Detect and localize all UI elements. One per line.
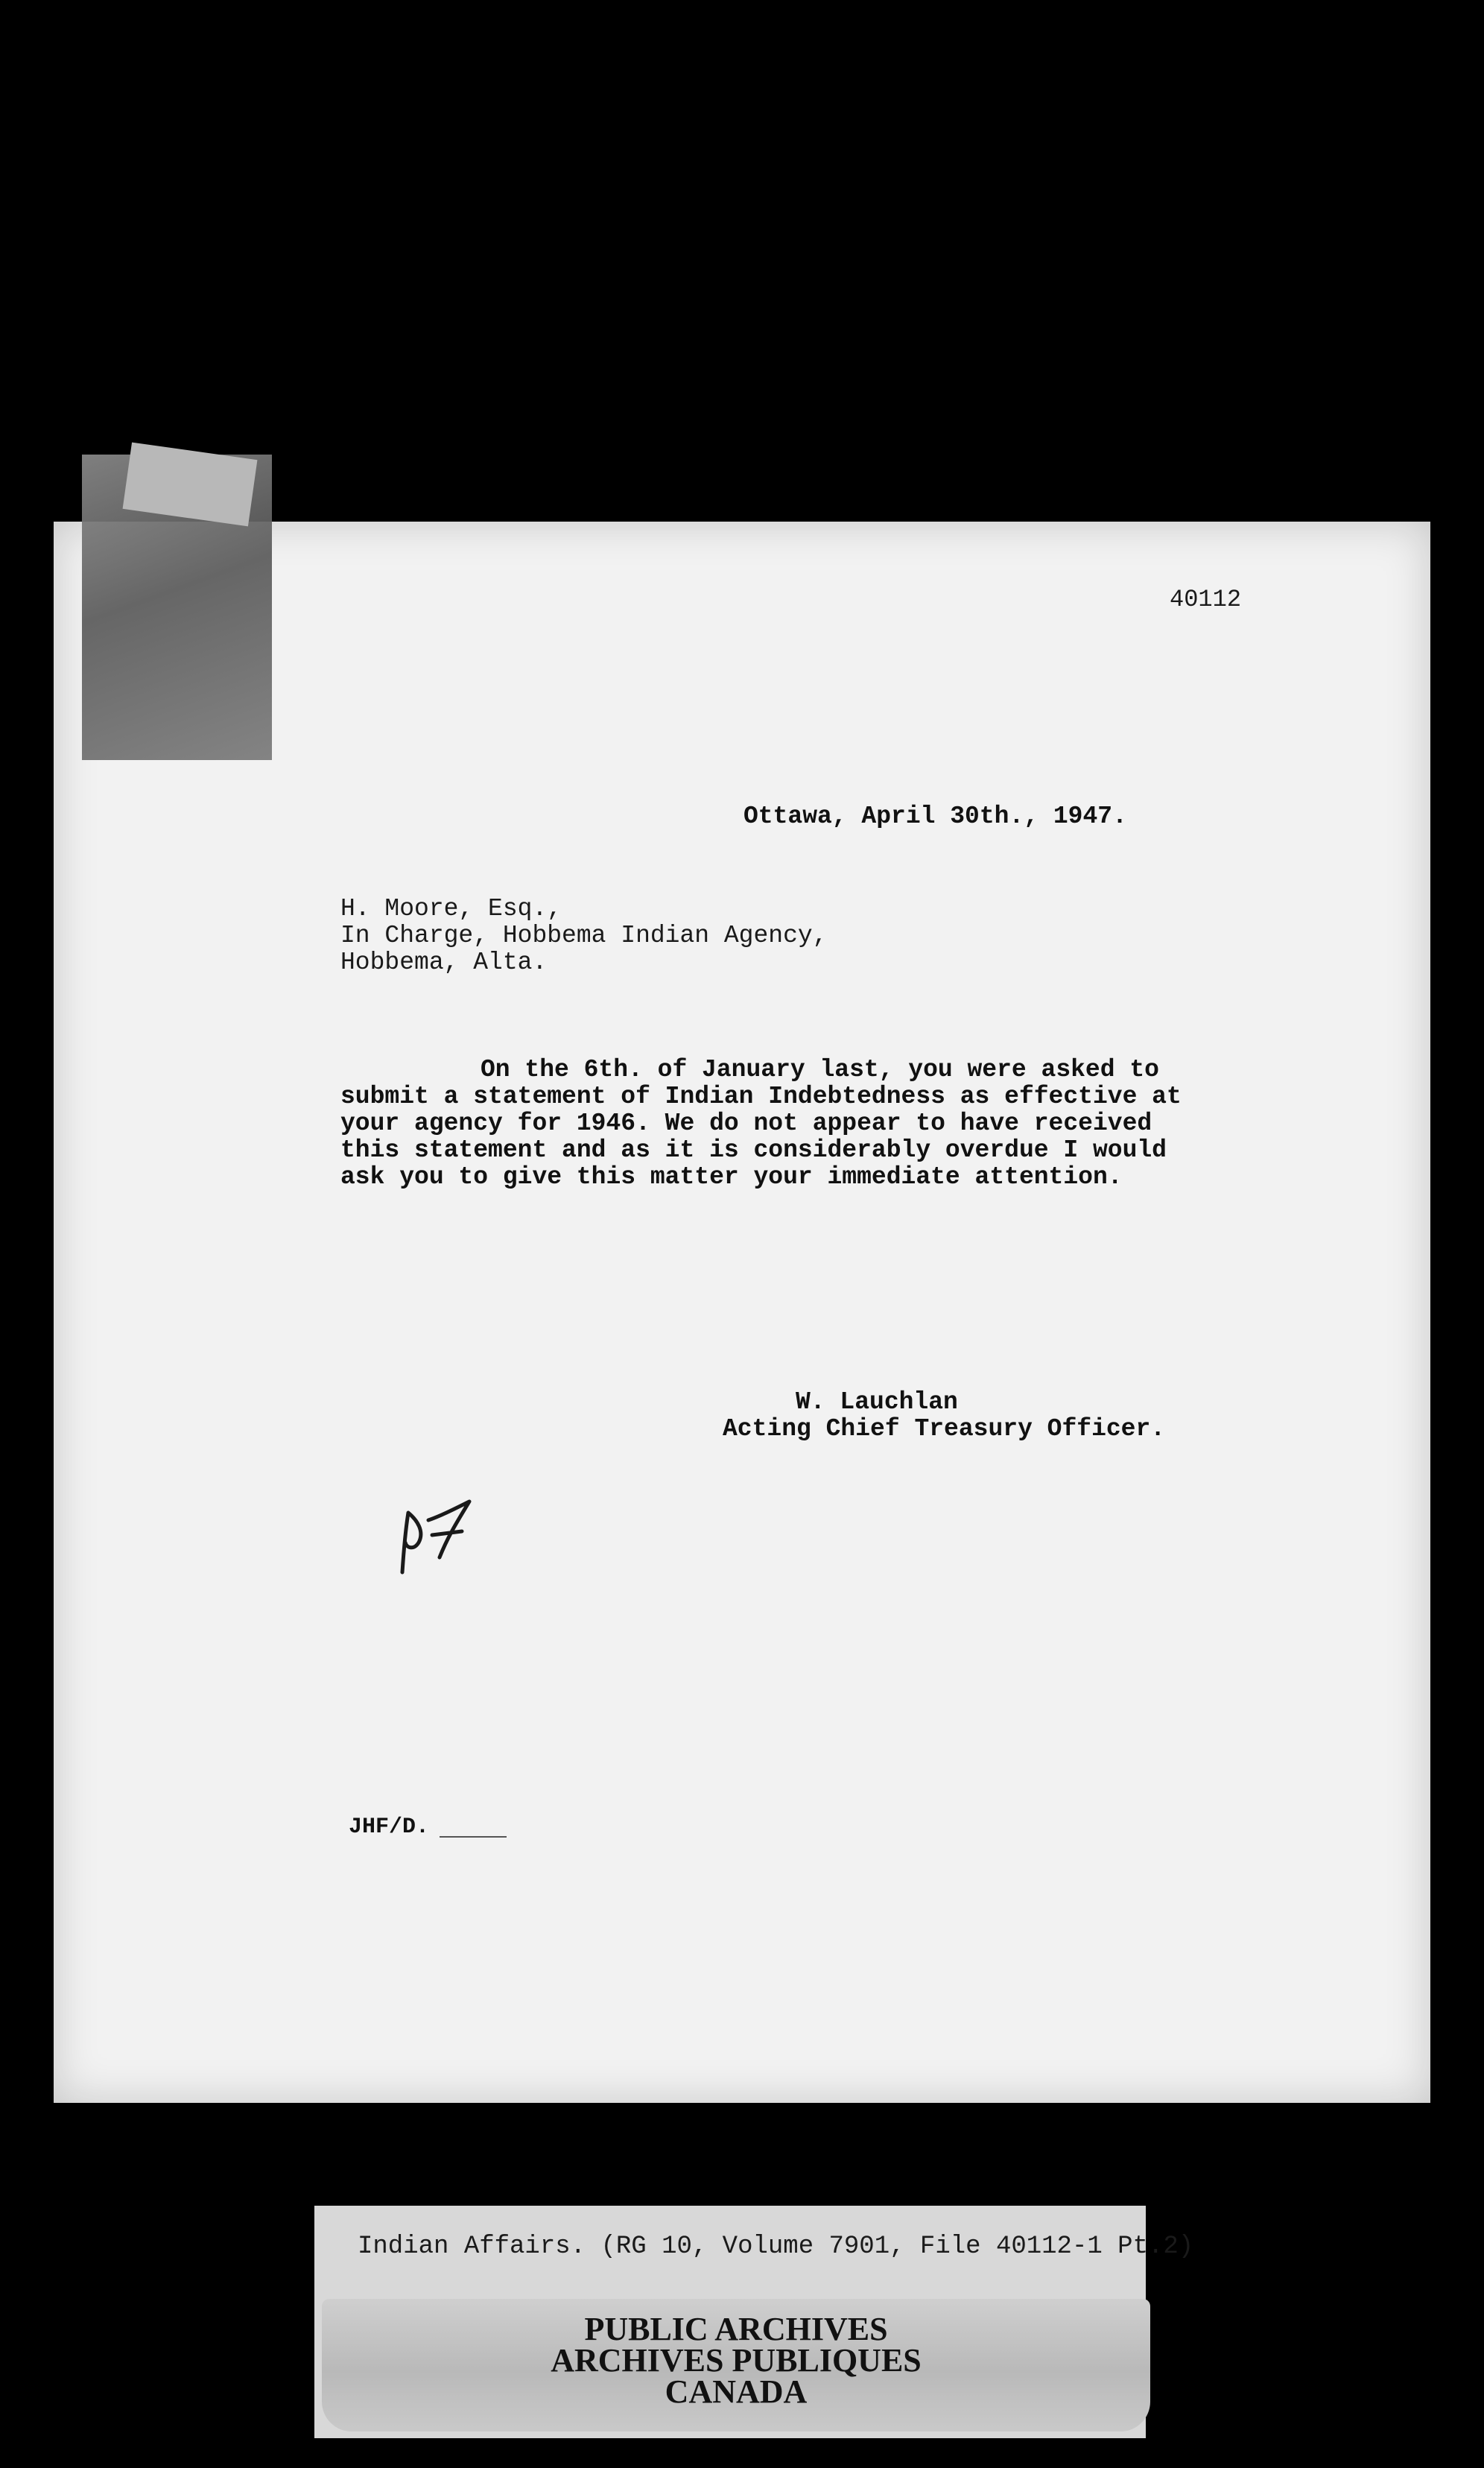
handwritten-mark: [387, 1490, 484, 1587]
stamp-line: ARCHIVES PUBLIQUES: [551, 2342, 922, 2379]
body-line: your agency for 1946. We do not appear to have received: [340, 1110, 1152, 1137]
stamp-line: CANADA: [665, 2373, 808, 2410]
signature-name: W. Lauchlan: [796, 1388, 958, 1416]
body-line: submit a statement of Indian Indebtedness as effective at: [340, 1083, 1182, 1110]
signature-title: Acting Chief Treasury Officer.: [723, 1415, 1166, 1443]
typist-initials: JHF/D.: [349, 1814, 430, 1840]
body-line: ask you to give this matter your immediate attention.: [340, 1163, 1123, 1191]
body-line: On the 6th. of January last, you were asked to: [481, 1056, 1159, 1083]
date-line: Ottawa, April 30th., 1947.: [743, 803, 1127, 830]
stamp-line: PUBLIC ARCHIVES: [584, 2311, 888, 2347]
body-line: this statement and as it is considerably overdue I would: [340, 1136, 1167, 1164]
archive-reference: Indian Affairs. (RG 10, Volume 7901, File 40112-1 Pt.2): [358, 2233, 1194, 2261]
address-line: H. Moore, Esq.,: [340, 895, 562, 923]
address-line: Hobbema, Alta.: [340, 949, 548, 976]
address-line: In Charge, Hobbema Indian Agency,: [340, 922, 828, 949]
file-number: 40112: [1170, 586, 1242, 613]
initials-rule: [440, 1836, 507, 1838]
